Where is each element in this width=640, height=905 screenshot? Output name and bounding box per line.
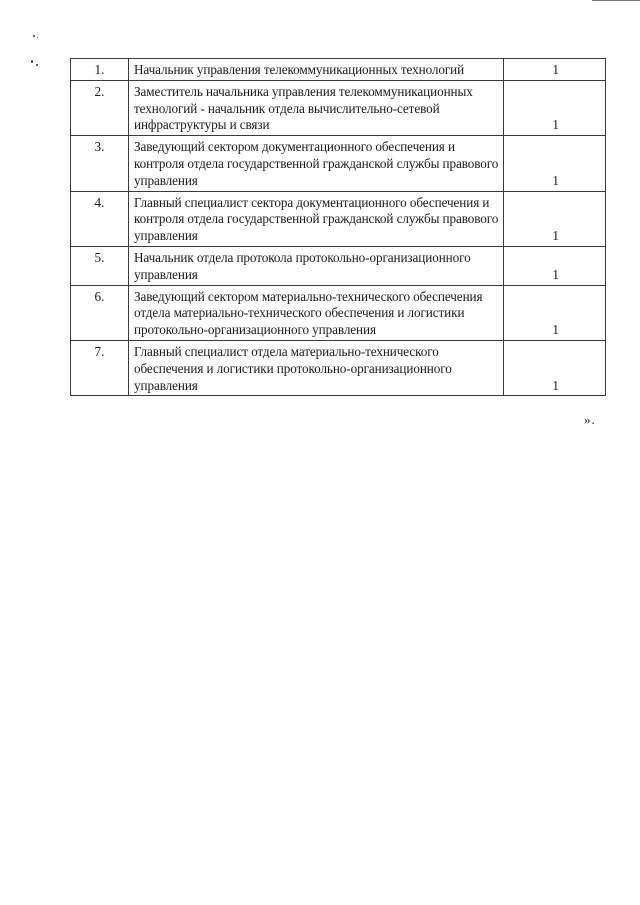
row-number: 2. <box>71 80 129 135</box>
position-count: 1 <box>504 340 606 395</box>
row-number: 1. <box>71 59 129 81</box>
row-number: 6. <box>71 285 129 340</box>
position-count: 1 <box>504 191 606 246</box>
table-row <box>71 340 606 395</box>
position-title: Начальник управления телекоммуникационных технологий <box>129 59 504 81</box>
row-number: 3. <box>71 136 129 191</box>
closing-quote-mark: ». <box>584 412 596 427</box>
scan-speck <box>36 64 38 66</box>
scan-speck <box>37 37 38 38</box>
position-title: Заместитель начальника управления телекоммуникационных технологий - начальник отдела вычислительно-сетевой инфраструктуры и связи <box>129 80 504 135</box>
table-row <box>71 191 606 246</box>
table-row <box>71 285 606 340</box>
position-title: Главный специалист сектора документационного обеспечения и контроля отдела государственной гражданской службы правового управления <box>129 191 504 246</box>
scan-speck <box>31 60 33 63</box>
table-row <box>71 136 606 191</box>
position-title: Главный специалист отдела материально-технического обеспечения и логистики протокольно-организационного управления <box>129 340 504 395</box>
table-row <box>71 59 606 81</box>
row-number: 5. <box>71 246 129 285</box>
scan-speck <box>33 35 35 37</box>
position-title: Заведующий сектором документационного обеспечения и контроля отдела государственной гражданской службы правового управления <box>129 136 504 191</box>
table-row <box>71 80 606 135</box>
staff-positions-table <box>70 58 606 396</box>
position-count: 1 <box>504 246 606 285</box>
position-count: 1 <box>504 285 606 340</box>
position-count: 1 <box>504 59 606 81</box>
table-row <box>71 246 606 285</box>
position-title: Заведующий сектором материально-технического обеспечения отдела материально-технического обеспечения и логистики протокольно-организационного управления <box>129 285 504 340</box>
position-count: 1 <box>504 136 606 191</box>
position-count: 1 <box>504 80 606 135</box>
row-number: 7. <box>71 340 129 395</box>
position-title: Начальник отдела протокола протокольно-организационного управления <box>129 246 504 285</box>
top-edge-rule <box>592 0 640 1</box>
row-number: 4. <box>71 191 129 246</box>
